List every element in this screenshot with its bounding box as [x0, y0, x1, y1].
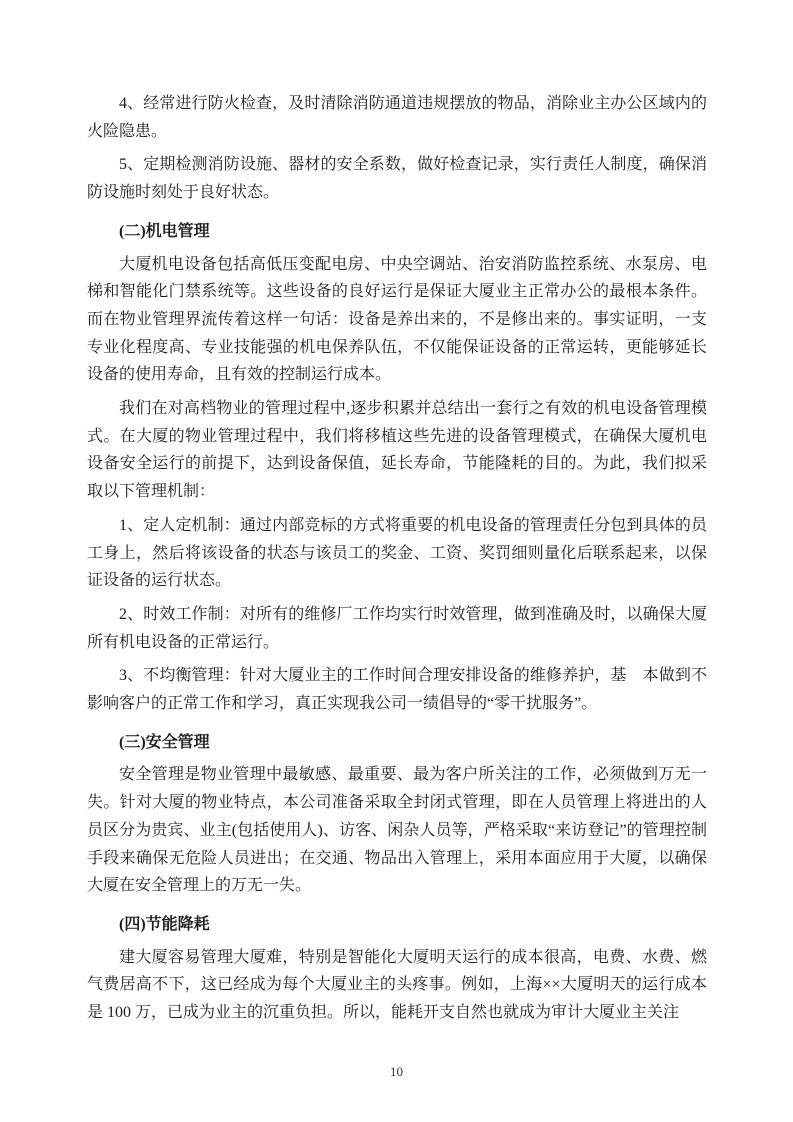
page-footer [0, 1064, 793, 1080]
para-mgmt-experience: 我们在对高档物业的管理过程中,逐步积累并总结出一套行之有效的机电设备管理模式。在大厦的物业管理过程中，我们将移植这些先进的设备管理模式，在确保大厦机电设备安全运行的前提下，达到设备保值，延长寿命，节能隆耗的目的。为此，我们拟采取以下管理机制： [87, 400, 707, 501]
para-fire-facility-check: 5、定期检测消防设施、器材的安全系数，做好检查记录，实行责任人制度，确保消防设施时刻处于良好状态。 [87, 156, 707, 202]
para-fire-patrol: 4、经常进行防火检查，及时清除消防通道违规摆放的物品，消除业主办公区域内的火险隐患。 [87, 95, 707, 140]
para-energy-cost: 建大厦容易管理大厦难，特别是智能化大厦明天运行的成本很高，电费、水费、燃气费居高不下，这已经成为每个大厦业主的头疼事。例如，上海××大厦明天的运行成本是 100 万，已成为业主的沉重负担。所以，能耗开支自然也就成为审计大厦业主关注 [87, 948, 707, 1022]
heading-section-2-mech-elec: (二)机电管理 [119, 222, 210, 240]
para-mech-equipment-overview: 大厦机电设备包括高低压变配电房、中央空调站、治安消防监控系统、水泵房、电梯和智能化门禁系统等。这些设备的良好运行是保证大厦业主正常办公的最根本条件。而在物业管理界流传着这样一句话：设备是养出来的，不是修出来的。事实证明，一支专业化程度高、专业技能强的机电保养队伍，不仅能保证设备的正常运转，更能够延长设备的使用寿命，且有效的控制运行成本。 [87, 255, 707, 384]
document-body [87, 90, 707, 1033]
page-number: 10 [390, 1064, 403, 1079]
para-item-2-shixiao-gongzuo: 2、时效工作制：对所有的维修厂工作均实行时效管理，做到准确及时，以确保大厦所有机电设备的正常运行。 [87, 605, 707, 651]
heading-section-4-energy: (四)节能降耗 [119, 915, 210, 933]
para-security-mgmt: 安全管理是物业管理中最敏感、最重要、最为客户所关注的工作，必须做到万无一失。针对大厦的物业特点，本公司准备采取全封闭式管理，即在人员管理上将进出的人员区分为贵宾、业主(包括使用人)、访客、闲杂人员等，严格采取“来访登记”的管理控制手段来确保无危险人员进出；在交通、物品出入管理上，采用本面应用于大厦，以确保大厦在安全管理上的万无一失。 [87, 766, 707, 895]
para-item-1-dingren-dingji: 1、定人定机制：通过内部竞标的方式将重要的机电设备的管理责任分包到具体的员工身上，然后将该设备的状态与该员工的奖金、工资、奖罚细则量化后联系起来，以保证设备的运行状态。 [87, 516, 707, 590]
heading-section-3-security: (三)安全管理 [119, 733, 210, 751]
para-item-3-bujunheng: 3、不均衡管理：针对大厦业主的工作时间合理安排设备的维修养护，基 本做到不影响客户的正常工作和学习，真正实现我公司一绩倡导的“零干扰服务”。 [87, 667, 707, 713]
